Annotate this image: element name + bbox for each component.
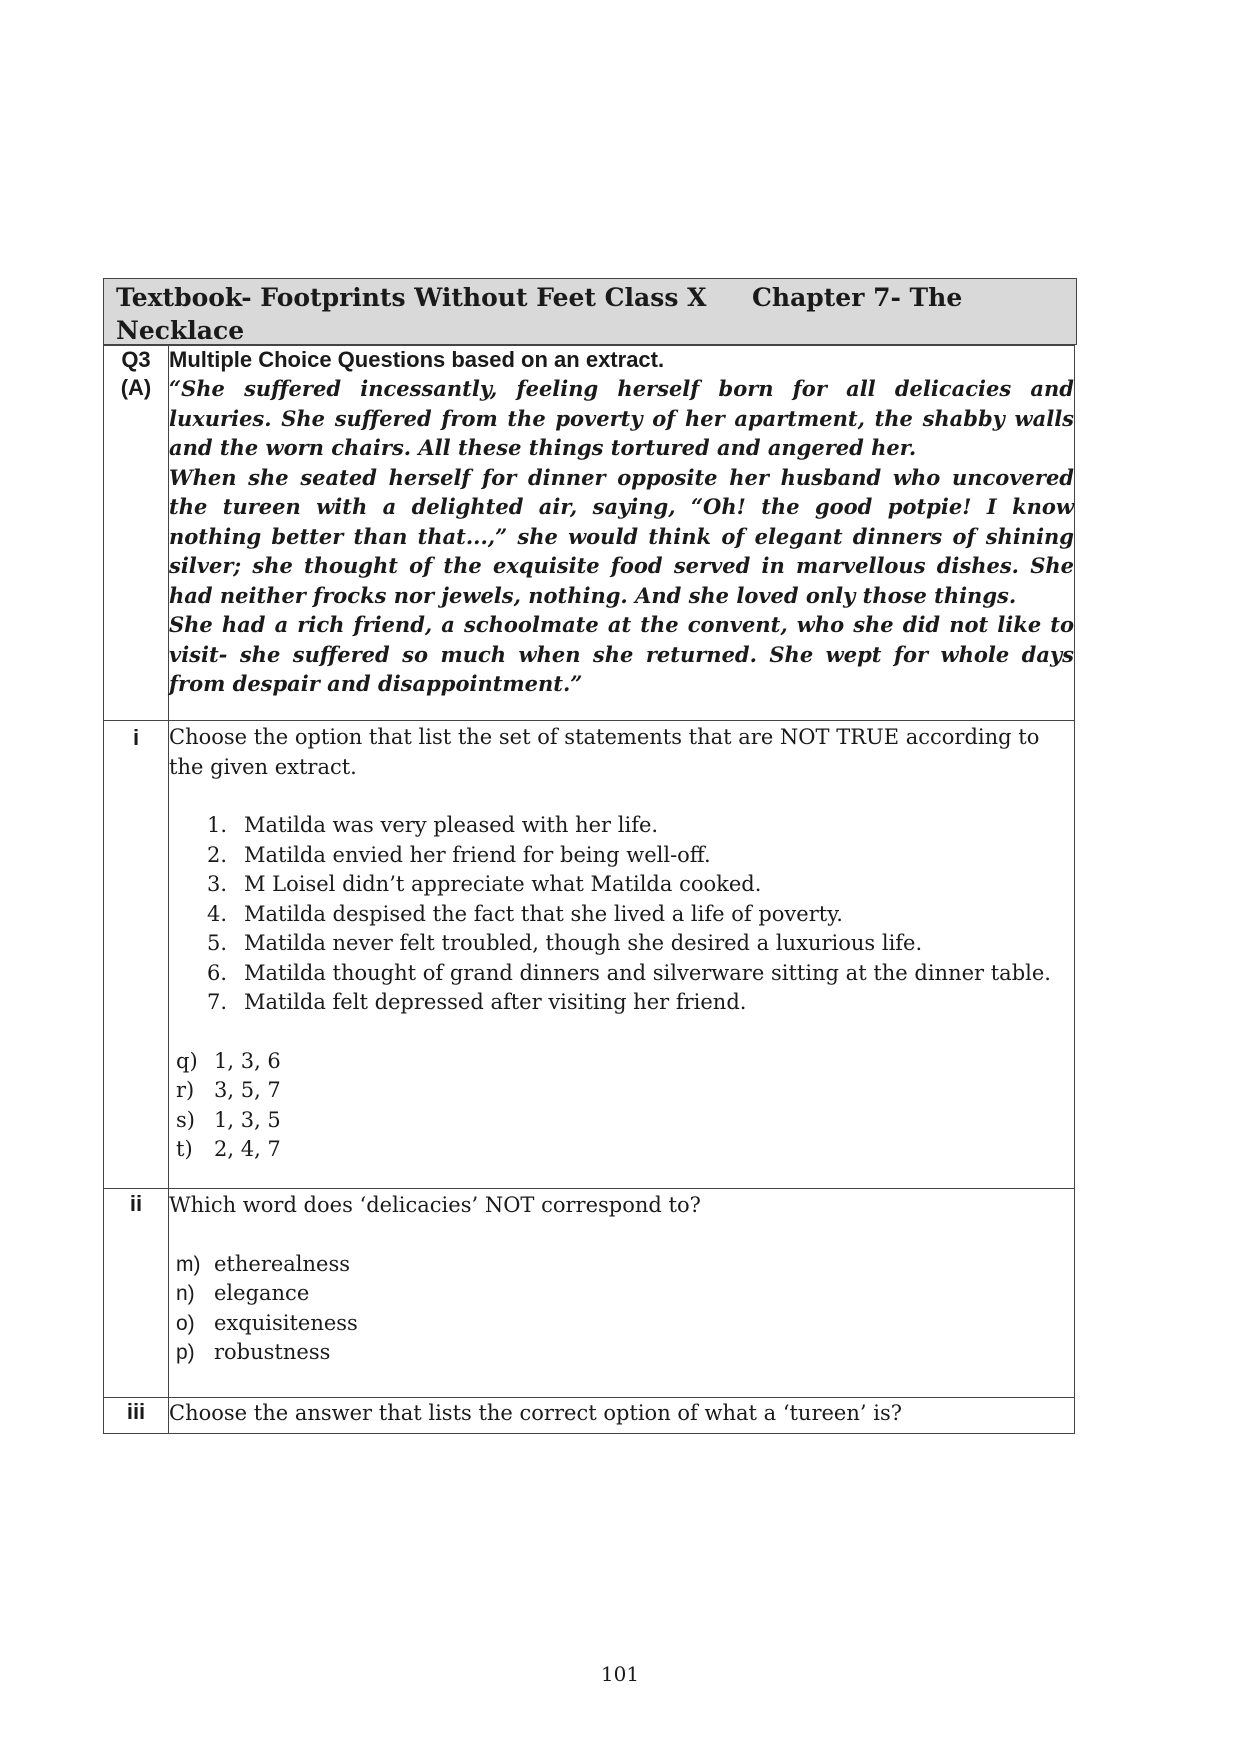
question-body-ii [169,1189,1075,1398]
option-item[interactable]: t) 2, 4, 7 [176,1137,281,1161]
statement-item: 7. Matilda felt depressed after visiting her friend. [207,990,747,1014]
extract-paragraph: “She suffered incessantly, feeling herself born for all delicacies and luxuries. She suffered from the poverty of her apartment, the shabby walls and the worn chairs. All these things tortured and angered her. [169,376,1074,460]
statement-list [169,811,1074,1018]
option-item[interactable]: p) robustness [176,1340,331,1364]
question-number: i [104,721,169,1189]
q3-subpart: (A) [120,375,152,400]
question-body-iii [169,1398,1075,1434]
statement-item: 5. Matilda never felt troubled, though she desired a luxurious life. [207,931,923,955]
option-item[interactable]: q) 1, 3, 6 [176,1048,281,1073]
statement-item: 2. Matilda envied her friend for being well-off. [207,842,711,867]
textbook-title: Textbook- Footprints Without Feet Class X [116,283,707,312]
page-number: 101 [600,1662,640,1686]
statement-item: 3. M Loisel didn’t appreciate what Matilda cooked. [207,872,762,896]
question-body-i [169,721,1075,1189]
question-number: iii [104,1398,169,1434]
q3-body-cell [169,346,1075,721]
answer-options [169,1250,1074,1368]
extract-paragraph: When she seated herself for dinner opposite her husband who uncovered the tureen with a delighted air, saying, “Oh! the good potpie! I know nothing better than that...,” she would think of elegant dinners of shining silver; she thought of the exquisite food served in marvellous dishes. She had neither frocks nor jewels, nothing. And she loved only those things. [169,464,1074,608]
question-row-i [104,721,1075,1189]
question-sheet [103,278,1077,1434]
question-number: ii [104,1189,169,1398]
question-row-ii [104,1189,1075,1398]
question-text: Which word does ‘delicacies’ NOT correspond to? [169,1193,701,1217]
option-item[interactable]: r) 3, 5, 7 [176,1078,281,1102]
q3-number-cell [104,346,169,721]
option-item[interactable]: m) etherealness [176,1251,351,1276]
mcq-heading: Multiple Choice Questions based on an extract. [169,347,665,372]
option-item[interactable]: o) exquisiteness [176,1310,358,1335]
statement-item: 6. Matilda thought of grand dinners and silverware sitting at the dinner table. [207,960,1051,985]
q3-number: Q3 [121,347,151,372]
statement-item: 1. Matilda was very pleased with her life. [207,813,659,837]
extract-passage [169,374,1074,699]
question-row-iii [104,1398,1075,1434]
chapter-title: Chapter 7- The [752,283,963,312]
chapter-title-continued: Necklace [116,316,245,345]
question-table [103,345,1075,1434]
question-text: Choose the answer that lists the correct option of what a ‘tureen’ is? [169,1401,902,1425]
q3-row [104,346,1075,721]
extract-paragraph: She had a rich friend, a schoolmate at the convent, who she did not like to visit- she suffered so much when she returned. She wept for whole days from despair and disappointment.” [169,612,1074,696]
option-item[interactable]: n) elegance [176,1281,310,1305]
sheet-header [103,278,1077,345]
answer-options [169,1047,1074,1165]
question-text: Choose the option that list the set of statements that are NOT TRUE according to the given extract. [169,725,1040,779]
statement-item: 4. Matilda despised the fact that she lived a life of poverty. [207,901,843,926]
option-item[interactable]: s) 1, 3, 5 [176,1107,281,1132]
